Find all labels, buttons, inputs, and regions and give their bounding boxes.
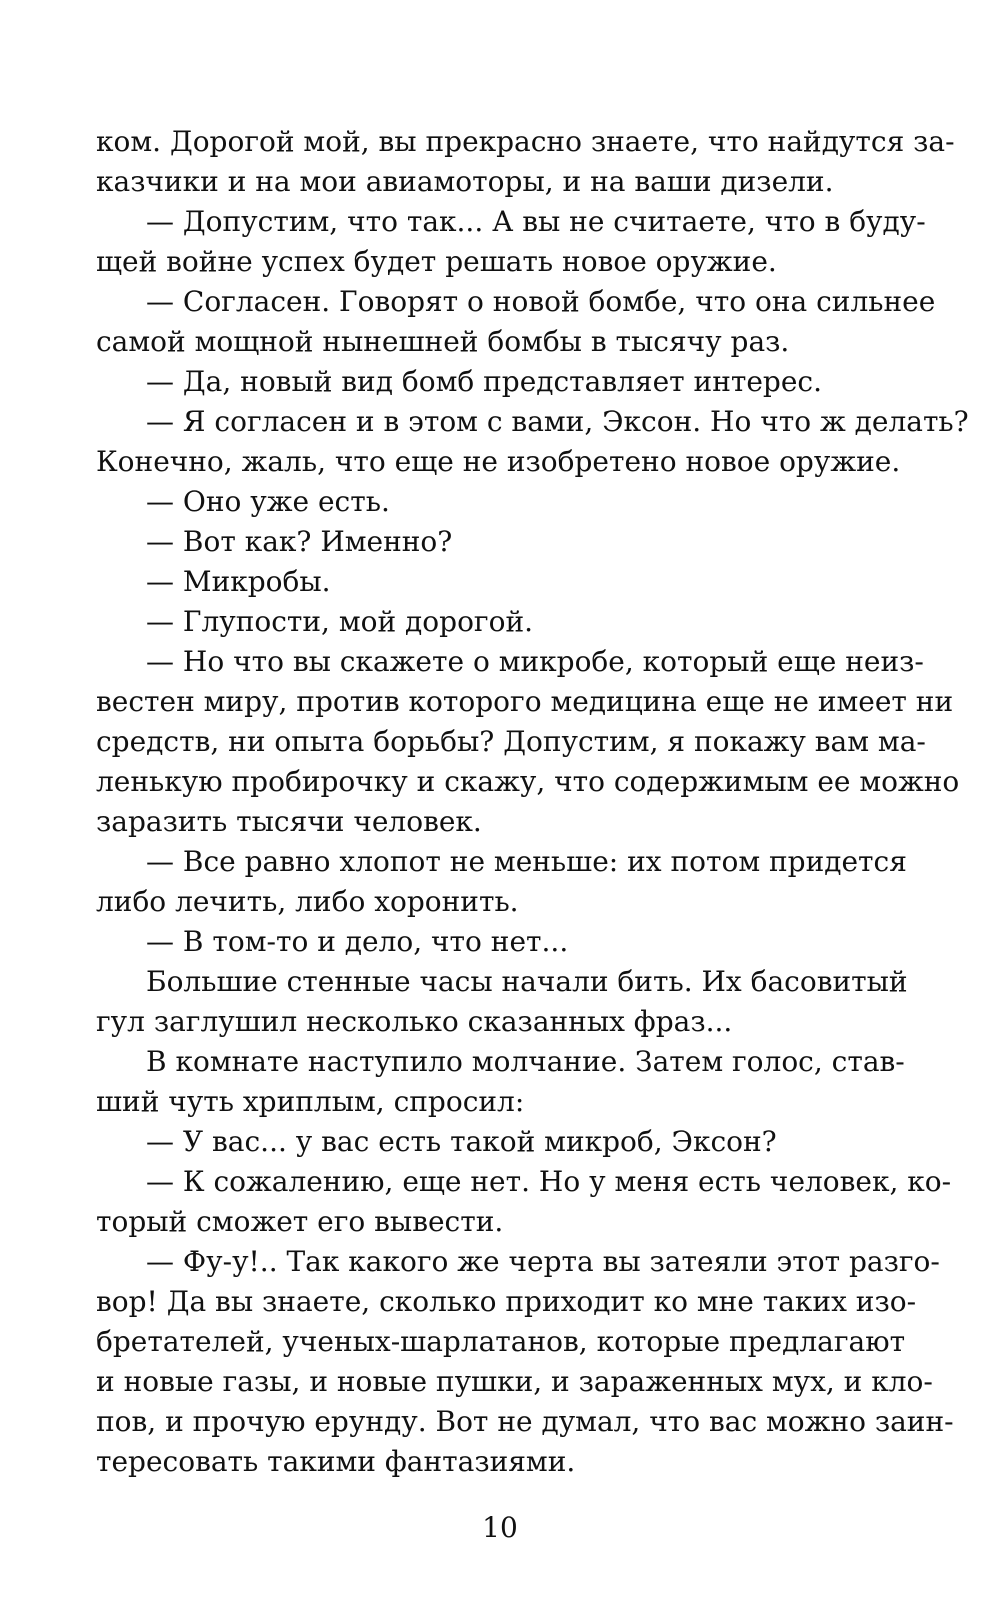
text-line: гул заглушил несколько сказанных фраз... (96, 1005, 733, 1038)
text-line: ленькую пробирочку и скажу, что содержимым ее можно (96, 765, 960, 798)
text-line: — Да, новый вид бомб представляет интерес. (146, 365, 823, 398)
text-line: — Глупости, мой дорогой. (146, 605, 534, 638)
text-line: торый сможет его вывести. (96, 1205, 504, 1238)
page-body-text (96, 122, 969, 1482)
text-line: — Согласен. Говорят о новой бомбе, что она сильнее (146, 285, 936, 318)
text-line: — Микробы. (146, 565, 331, 598)
text-line: — Я согласен и в этом с вами, Эксон. Но что ж делать? (146, 405, 969, 438)
text-line: щей войне успех будет решать новое оружие. (96, 245, 777, 278)
text-line: вор! Да вы знаете, сколько приходит ко мне таких изо- (96, 1285, 917, 1318)
text-line: Большие стенные часы начали бить. Их басовитый (146, 965, 908, 998)
text-line: и новые газы, и новые пушки, и зараженных мух, и кло- (96, 1365, 933, 1398)
text-line: ший чуть хриплым, спросил: (96, 1085, 525, 1118)
text-line: — Но что вы скажете о микробе, который еще неиз- (146, 645, 924, 678)
text-line: ком. Дорогой мой, вы прекрасно знаете, что найдутся за- (96, 125, 955, 158)
text-line: тересовать такими фантазиями. (96, 1445, 576, 1478)
text-line: — Фу-у!.. Так какого же черта вы затеяли этот разго- (146, 1245, 940, 1278)
text-line: самой мощной нынешней бомбы в тысячу раз. (96, 325, 790, 358)
text-line: — Вот как? Именно? (146, 525, 453, 558)
text-line: — Все равно хлопот не меньше: их потом придется (146, 845, 907, 878)
text-line: — Оно уже есть. (146, 485, 390, 518)
text-line: вестен миру, против которого медицина еще не имеет ни (96, 685, 954, 718)
text-line: В комнате наступило молчание. Затем голос, став- (146, 1045, 905, 1078)
text-line: заразить тысячи человек. (96, 805, 482, 838)
text-line: пов, и прочую ерунду. Вот не думал, что вас можно заин- (96, 1405, 954, 1438)
text-line: либо лечить, либо хоронить. (96, 885, 519, 918)
text-line: казчики и на мои авиамоторы, и на ваши дизели. (96, 165, 834, 198)
text-line: — В том-то и дело, что нет... (146, 925, 569, 958)
text-line: — Допустим, что так... А вы не считаете, что в буду- (146, 205, 926, 238)
text-line: — У вас... у вас есть такой микроб, Эксон? (146, 1125, 777, 1158)
text-line: бретателей, ученых-шарлатанов, которые предлагают (96, 1325, 906, 1358)
text-line: — К сожалению, еще нет. Но у меня есть человек, ко- (146, 1165, 952, 1198)
page-number: 10 (482, 1511, 518, 1544)
text-line: средств, ни опыта борьбы? Допустим, я покажу вам ма- (96, 725, 926, 758)
text-line: Конечно, жаль, что еще не изобретено новое оружие. (96, 445, 901, 478)
